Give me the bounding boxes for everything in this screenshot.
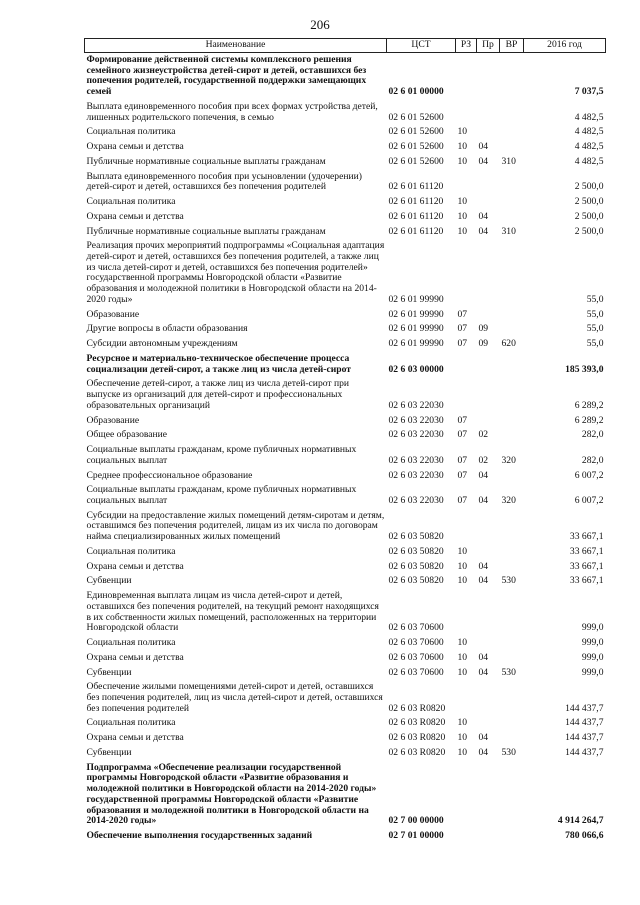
- row-cst-code: 02 6 03 70600: [388, 666, 444, 678]
- row-name: Социальная политика: [86, 637, 176, 649]
- row-amount: 7 037,5: [574, 86, 604, 98]
- row-name: Подпрограмма «Обеспечение реализации государственной программы Новгородской области «Развитие образования и молодежной политики в Новгородской области на 2014-2020 годы» государственной программы Новгородской области «Развитие образования и молодежной политики в Новгородской области на 2014-2020 годы»: [86, 761, 377, 827]
- table-row: [85, 589, 606, 636]
- row-rz-code: [456, 829, 477, 844]
- row-vr-code: [500, 322, 524, 337]
- row-name: Образование: [86, 308, 140, 320]
- row-vr-code: [500, 125, 524, 140]
- row-pr-code: 04: [478, 469, 489, 481]
- row-rz-code: 10: [457, 155, 468, 167]
- row-vr-code: 320: [501, 494, 516, 506]
- table-row: [85, 428, 606, 443]
- table-row: [85, 322, 606, 337]
- row-vr-code: [500, 469, 524, 484]
- row-vr-code: 530: [501, 746, 516, 758]
- row-pr-code: 04: [478, 494, 489, 506]
- table-row: [85, 414, 606, 429]
- row-pr-code: [477, 239, 500, 307]
- row-pr-code: 02: [478, 454, 489, 466]
- row-name: Социальные выплаты гражданам, кроме публичных нормативных социальных выплат: [86, 444, 357, 466]
- row-rz-code: 10: [457, 126, 468, 138]
- row-cst-code: 02 6 03 R0820: [388, 746, 446, 758]
- row-rz-code: 10: [457, 560, 468, 572]
- table-row: [85, 377, 606, 413]
- row-pr-code: [477, 308, 500, 323]
- row-rz-code: 10: [457, 666, 468, 678]
- row-amount: 999,0: [581, 637, 604, 649]
- row-rz-code: 10: [457, 637, 468, 649]
- row-amount: 2 500,0: [574, 196, 604, 208]
- row-rz-code: [456, 680, 477, 716]
- row-cst-code: 02 6 03 R0820: [388, 717, 446, 729]
- table-row: [85, 829, 606, 844]
- row-pr-code: [477, 414, 500, 429]
- row-name: Обеспечение выполнения государственных заданий: [86, 830, 313, 842]
- row-name: Социальная политика: [86, 196, 176, 208]
- table-row: [85, 337, 606, 352]
- row-cst-code: 02 6 03 70600: [388, 622, 444, 634]
- row-vr-code: [500, 509, 524, 545]
- row-pr-code: [477, 170, 500, 195]
- row-cst-code: 02 6 03 R0820: [388, 732, 446, 744]
- row-vr-code: 310: [501, 155, 516, 167]
- row-cst-code: 02 6 01 99990: [388, 308, 444, 320]
- row-pr-code: 04: [478, 666, 489, 678]
- row-pr-code: 04: [478, 560, 489, 572]
- table-row: [85, 100, 606, 125]
- row-cst-code: 02 6 03 22030: [388, 469, 444, 481]
- table-row: [85, 716, 606, 731]
- table-row: [85, 746, 606, 761]
- table-row: [85, 761, 606, 829]
- table-row: [85, 125, 606, 140]
- row-vr-code: [500, 680, 524, 716]
- row-cst-code: 02 6 01 52600: [388, 126, 444, 138]
- row-cst-code: 02 6 03 70600: [388, 637, 444, 649]
- row-vr-code: [500, 651, 524, 666]
- row-amount: 33 667,1: [569, 560, 604, 572]
- row-vr-code: [500, 308, 524, 323]
- row-amount: 780 066,6: [565, 830, 604, 842]
- row-name: Другие вопросы в области образования: [86, 323, 248, 335]
- table-row: [85, 170, 606, 195]
- row-amount: 6 007,2: [574, 494, 604, 506]
- row-name: Общее образование: [86, 429, 168, 441]
- row-amount: 999,0: [581, 622, 604, 634]
- row-cst-code: 02 6 01 52600: [388, 141, 444, 153]
- row-vr-code: [500, 100, 524, 125]
- row-vr-code: [500, 53, 524, 100]
- row-name: Охрана семьи и детства: [86, 210, 184, 222]
- row-vr-code: 530: [501, 575, 516, 587]
- row-pr-code: [477, 125, 500, 140]
- row-rz-code: 10: [457, 141, 468, 153]
- row-name: Выплата единовременного пособия при усыновлении (удочерении) детей-сирот и детей, оставшихся без попечения родителей: [86, 170, 362, 193]
- row-rz-code: 07: [457, 323, 468, 335]
- table-row: [85, 731, 606, 746]
- row-amount: 6 289,2: [574, 414, 604, 426]
- row-cst-code: 02 6 01 99990: [388, 323, 444, 335]
- row-rz-code: 10: [457, 717, 468, 729]
- row-pr-code: [477, 829, 500, 844]
- row-amount: 999,0: [581, 666, 604, 678]
- row-rz-code: [456, 761, 477, 829]
- table-body: [85, 53, 606, 844]
- row-vr-code: [500, 761, 524, 829]
- header-rz: РЗ: [456, 39, 477, 53]
- row-name: Обеспечение жилыми помещениями детей-сирот и детей, оставшихся без попечения родителей, лиц из числа детей-сирот и детей, оставшихся без попечения родителей: [86, 681, 383, 714]
- row-amount: 282,0: [581, 454, 604, 466]
- row-cst-code: 02 6 01 61120: [388, 196, 444, 208]
- row-rz-code: [456, 170, 477, 195]
- row-name: Социальные выплаты гражданам, кроме публичных нормативных социальных выплат: [86, 484, 357, 506]
- row-pr-code: 09: [478, 338, 489, 350]
- row-cst-code: 02 6 03 22030: [388, 399, 444, 411]
- row-pr-code: [477, 636, 500, 651]
- row-rz-code: 07: [457, 454, 468, 466]
- row-vr-code: [500, 352, 524, 377]
- table-row: [85, 680, 606, 716]
- header-cst: ЦСТ: [387, 39, 456, 53]
- table-row: [85, 469, 606, 484]
- row-rz-code: [456, 100, 477, 125]
- row-name: Субвенции: [86, 666, 132, 678]
- row-amount: 144 437,7: [565, 702, 604, 714]
- row-pr-code: [477, 377, 500, 413]
- row-pr-code: 04: [478, 746, 489, 758]
- row-cst-code: 02 6 03 50820: [388, 531, 444, 543]
- row-rz-code: 07: [457, 469, 468, 481]
- row-vr-code: [500, 170, 524, 195]
- table-row: [85, 574, 606, 589]
- row-name: Реализация прочих мероприятий подпрограммы «Социальная адаптация детей-сирот и детей, оставшихся без попечения родителей, а также лиц из числа детей-сирот и детей, оставшихся без попечения родителей» государственной программы Новгородской области «Развитие образования и молодежной политики в Новгородской области на 2014-2020 годы»: [86, 240, 385, 305]
- row-name: Ресурсное и материально-техническое обеспечение процесса социализации детей-сирот, а также лиц из числа детей-сирот: [86, 352, 351, 375]
- row-cst-code: 02 6 01 52600: [388, 155, 444, 167]
- table-row: [85, 545, 606, 560]
- row-amount: 55,0: [586, 308, 604, 320]
- row-rz-code: 10: [457, 545, 468, 557]
- row-cst-code: 02 7 01 00000: [388, 830, 444, 842]
- row-amount: 999,0: [581, 651, 604, 663]
- row-name: Субсидии автономным учреждениям: [86, 338, 238, 350]
- budget-table: [84, 38, 606, 844]
- row-amount: 55,0: [586, 293, 604, 305]
- row-rz-code: 10: [457, 651, 468, 663]
- row-rz-code: 07: [457, 429, 468, 441]
- row-pr-code: [477, 509, 500, 545]
- row-rz-code: 10: [457, 746, 468, 758]
- row-pr-code: [477, 352, 500, 377]
- row-cst-code: 02 6 01 61120: [388, 181, 444, 193]
- header-year: 2016 год: [524, 39, 606, 53]
- row-name: Охрана семьи и детства: [86, 732, 184, 744]
- row-pr-code: [477, 716, 500, 731]
- row-vr-code: [500, 140, 524, 155]
- row-cst-code: 02 6 03 70600: [388, 651, 444, 663]
- row-cst-code: 02 6 03 00000: [388, 363, 444, 375]
- row-cst-code: 02 6 01 99990: [388, 293, 444, 305]
- row-rz-code: 10: [457, 210, 468, 222]
- row-pr-code: 04: [478, 575, 489, 587]
- row-vr-code: [500, 195, 524, 210]
- table-row: [85, 443, 606, 468]
- row-name: Социальная политика: [86, 717, 176, 729]
- row-name: Социальная политика: [86, 545, 176, 557]
- row-pr-code: 09: [478, 323, 489, 335]
- row-vr-code: [500, 589, 524, 636]
- table-row: [85, 560, 606, 575]
- table-row: [85, 239, 606, 307]
- row-amount: 4 482,5: [574, 126, 604, 138]
- row-amount: 6 007,2: [574, 469, 604, 481]
- row-pr-code: 04: [478, 732, 489, 744]
- row-rz-code: 07: [457, 338, 468, 350]
- table-row: [85, 651, 606, 666]
- row-amount: 4 482,5: [574, 155, 604, 167]
- table-row: [85, 225, 606, 240]
- header-pr: Пр: [477, 39, 500, 53]
- table-row: [85, 53, 606, 100]
- row-cst-code: 02 6 03 22030: [388, 414, 444, 426]
- row-cst-code: 02 6 03 50820: [388, 545, 444, 557]
- row-amount: 2 500,0: [574, 225, 604, 237]
- row-amount: 55,0: [586, 323, 604, 335]
- row-rz-code: 10: [457, 732, 468, 744]
- row-pr-code: [477, 100, 500, 125]
- row-amount: 4 914 264,7: [557, 815, 604, 827]
- row-cst-code: 02 6 01 99990: [388, 338, 444, 350]
- row-name: Охрана семьи и детства: [86, 141, 184, 153]
- row-name: Среднее профессиональное образование: [86, 469, 253, 481]
- row-vr-code: [500, 636, 524, 651]
- row-pr-code: 04: [478, 141, 489, 153]
- row-name: Выплата единовременного пособия при всех формах устройства детей, лишенных родительского попечения, в семью: [86, 100, 378, 123]
- row-name: Обеспечение детей-сирот, а также лиц из числа детей-сирот при выпуске из организаций для детей-сирот и профессиональных образовательных организаций: [86, 378, 350, 411]
- row-vr-code: [500, 210, 524, 225]
- row-cst-code: 02 7 00 00000: [388, 815, 444, 827]
- row-pr-code: 02: [478, 429, 489, 441]
- row-vr-code: [500, 414, 524, 429]
- row-vr-code: 310: [501, 225, 516, 237]
- row-vr-code: 320: [501, 454, 516, 466]
- row-cst-code: 02 6 03 50820: [388, 575, 444, 587]
- row-amount: 144 437,7: [565, 746, 604, 758]
- row-name: Публичные нормативные социальные выплаты гражданам: [86, 155, 326, 167]
- row-name: Субсидии на предоставление жилых помещений детям-сиротам и детям, оставшимся без попечения родителей, лицам из их числа по договорам найма специализированных жилых помещений: [86, 509, 385, 543]
- row-vr-code: [500, 829, 524, 844]
- row-name: Субвенции: [86, 575, 132, 587]
- row-vr-code: [500, 545, 524, 560]
- row-vr-code: [500, 731, 524, 746]
- row-rz-code: [456, 352, 477, 377]
- row-amount: 33 667,1: [569, 531, 604, 543]
- row-name: Образование: [86, 414, 140, 426]
- table-row: [85, 666, 606, 681]
- table-row: [85, 155, 606, 170]
- row-rz-code: [456, 589, 477, 636]
- row-rz-code: [456, 53, 477, 100]
- page-number: 206: [310, 17, 330, 32]
- row-name: Охрана семьи и детства: [86, 651, 184, 663]
- row-amount: 2 500,0: [574, 210, 604, 222]
- table-row: [85, 308, 606, 323]
- row-amount: 55,0: [586, 338, 604, 350]
- row-cst-code: 02 6 03 22030: [388, 429, 444, 441]
- row-name: Формирование действенной системы комплексного решения семейного жизнеустройства детей-сирот и детей, оставшихся без попечения родителей, государственной поддержки замещающих семей: [86, 54, 367, 98]
- row-name: Охрана семьи и детства: [86, 560, 184, 572]
- table-row: [85, 140, 606, 155]
- row-amount: 2 500,0: [574, 181, 604, 193]
- row-vr-code: [500, 428, 524, 443]
- row-pr-code: [477, 680, 500, 716]
- table-row: [85, 195, 606, 210]
- table-row: [85, 509, 606, 545]
- row-pr-code: [477, 589, 500, 636]
- row-rz-code: [456, 509, 477, 545]
- row-pr-code: 04: [478, 225, 489, 237]
- row-cst-code: 02 6 03 50820: [388, 560, 444, 572]
- row-vr-code: [500, 716, 524, 731]
- header-vr: ВР: [500, 39, 524, 53]
- row-vr-code: 620: [501, 338, 516, 350]
- row-pr-code: 04: [478, 210, 489, 222]
- row-amount: 4 482,5: [574, 141, 604, 153]
- row-cst-code: 02 6 01 61120: [388, 225, 444, 237]
- row-name: Единовременная выплата лицам из числа детей-сирот и детей, оставшихся без попечения родителей, на текущий ремонт находящихся в их собственности жилых помещений, расположенных на территории Новгородской области: [86, 590, 379, 634]
- row-amount: 4 482,5: [574, 111, 604, 123]
- row-rz-code: [456, 239, 477, 307]
- row-rz-code: 07: [457, 308, 468, 320]
- row-rz-code: 07: [457, 494, 468, 506]
- row-pr-code: [477, 761, 500, 829]
- row-amount: 33 667,1: [569, 575, 604, 587]
- row-pr-code: [477, 195, 500, 210]
- row-name: Социальная политика: [86, 126, 176, 138]
- row-pr-code: 04: [478, 651, 489, 663]
- row-amount: 144 437,7: [565, 717, 604, 729]
- row-cst-code: 02 6 01 52600: [388, 111, 444, 123]
- table-row: [85, 483, 606, 508]
- row-cst-code: 02 6 03 22030: [388, 454, 444, 466]
- table-row: [85, 636, 606, 651]
- row-vr-code: 530: [501, 666, 516, 678]
- row-rz-code: 07: [457, 414, 468, 426]
- row-vr-code: [500, 560, 524, 575]
- row-rz-code: 10: [457, 196, 468, 208]
- row-cst-code: 02 6 03 22030: [388, 494, 444, 506]
- row-rz-code: 10: [457, 575, 468, 587]
- row-amount: 282,0: [581, 429, 604, 441]
- row-rz-code: [456, 377, 477, 413]
- table-row: [85, 210, 606, 225]
- row-amount: 144 437,7: [565, 732, 604, 744]
- row-amount: 33 667,1: [569, 545, 604, 557]
- table-header: [85, 39, 606, 53]
- row-vr-code: [500, 377, 524, 413]
- row-pr-code: 04: [478, 155, 489, 167]
- table-row: [85, 352, 606, 377]
- row-name: Субвенции: [86, 746, 132, 758]
- row-pr-code: [477, 53, 500, 100]
- header-name: Наименование: [85, 39, 387, 53]
- row-amount: 6 289,2: [574, 399, 604, 411]
- row-cst-code: 02 6 03 R0820: [388, 702, 446, 714]
- row-cst-code: 02 6 01 61120: [388, 210, 444, 222]
- row-rz-code: 10: [457, 225, 468, 237]
- row-name: Публичные нормативные социальные выплаты гражданам: [86, 225, 326, 237]
- row-amount: 185 393,0: [565, 363, 604, 375]
- row-cst-code: 02 6 01 00000: [388, 86, 444, 98]
- row-pr-code: [477, 545, 500, 560]
- row-vr-code: [500, 239, 524, 307]
